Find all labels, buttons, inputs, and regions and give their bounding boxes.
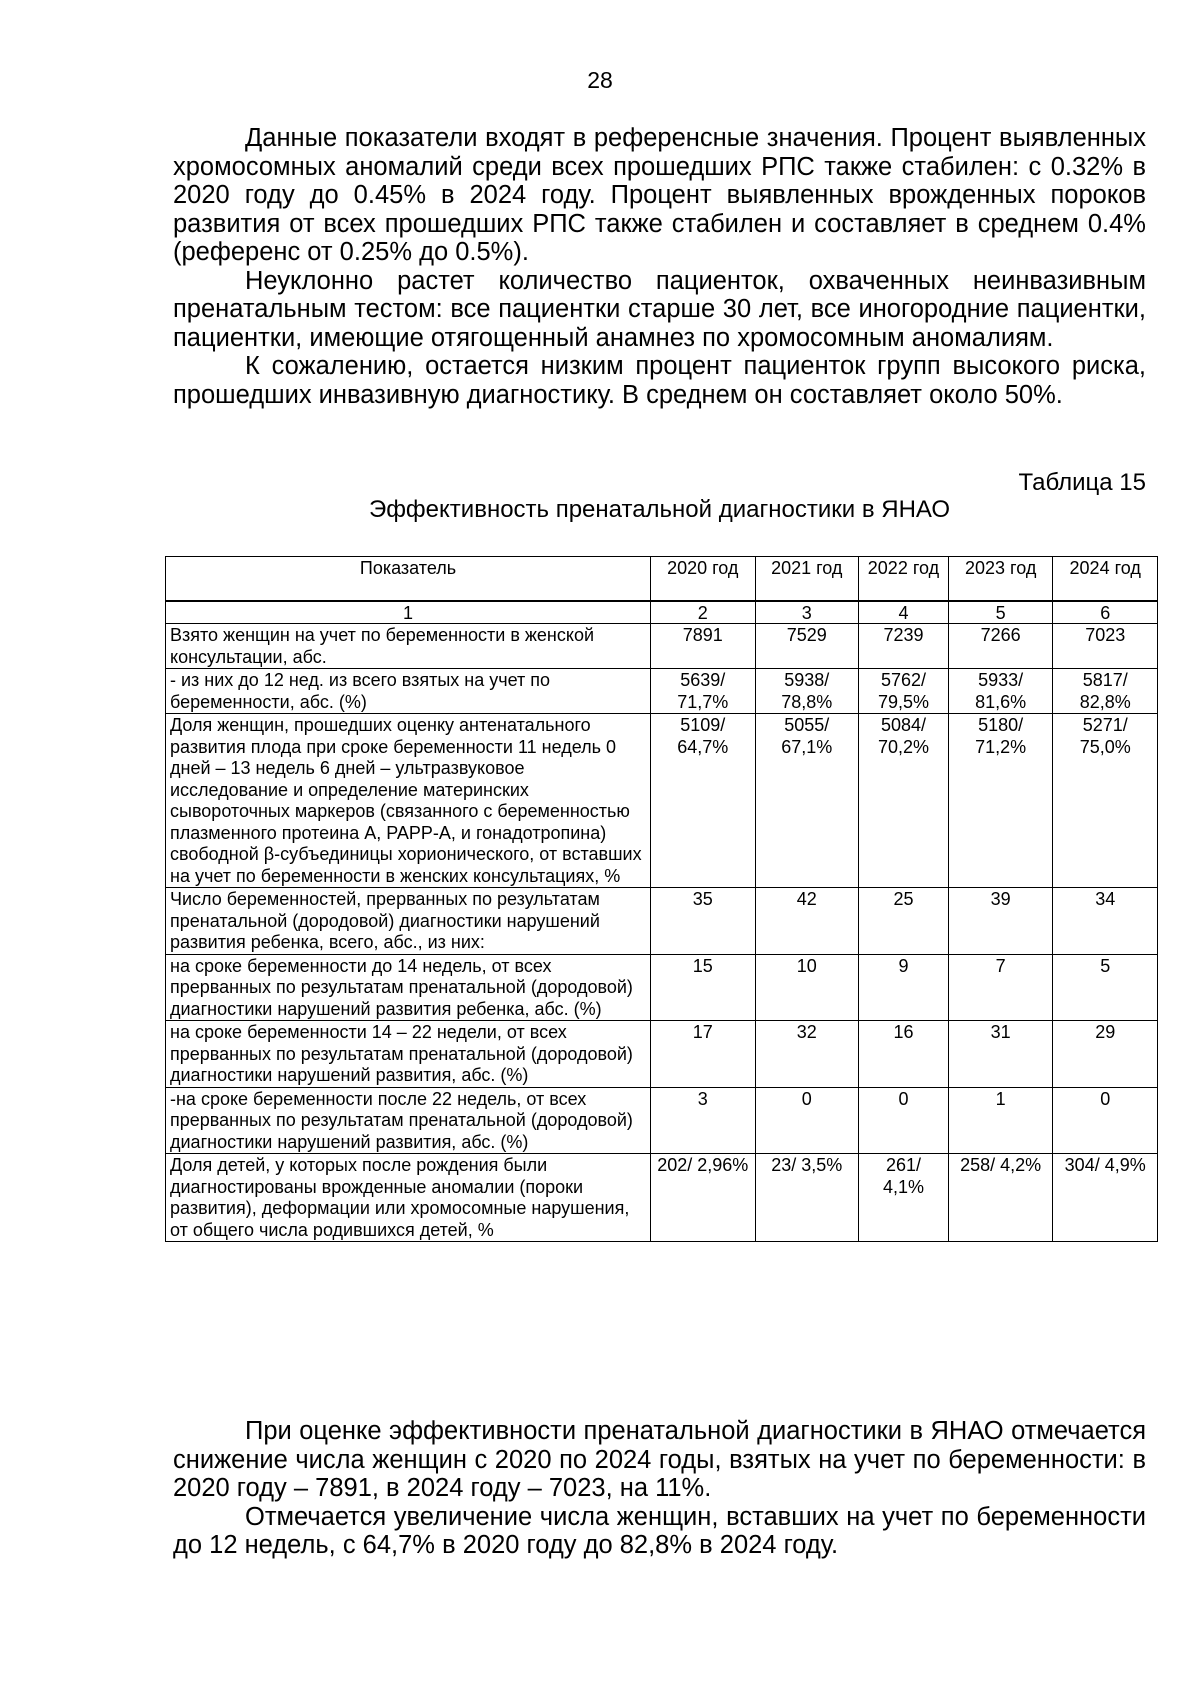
cell-value: 5762/ 79,5% [859,669,949,714]
cell-value: 0 [859,1087,949,1154]
body-text-top [173,124,1146,409]
row-label: -на сроке беременности после 22 недель, от всех прерванных по результатам пренатальной (дородовой) диагностики нарушений развития, абс. (%) [166,1087,651,1154]
cell-value: 7023 [1053,624,1158,669]
cell-value: 10 [755,954,858,1021]
page-number: 28 [587,67,613,93]
cell-value: 23/ 3,5% [755,1154,858,1242]
cell-value: 1 [948,1087,1053,1154]
row-label: - из них до 12 нед. из всего взятых на учет по беременности, абс. (%) [166,669,651,714]
column-header: 2022 год [859,557,949,602]
cell-value: 16 [859,1021,949,1088]
row-label: на сроке беременности 14 – 22 недели, от всех прерванных по результатам пренатальной (дородовой) диагностики нарушений развития, абс. (%) [166,1021,651,1088]
table-header-row [166,557,1158,602]
cell-value: 32 [755,1021,858,1088]
cell-value: 29 [1053,1021,1158,1088]
table-row [166,1021,1158,1088]
cell-value: 42 [755,888,858,955]
cell-value: 5084/ 70,2% [859,714,949,888]
cell-value: 35 [651,888,756,955]
column-header: Показатель [166,557,651,602]
table-row [166,954,1158,1021]
cell-value: 15 [651,954,756,1021]
row-label: Число беременностей, прерванных по результатам пренатальной (дородовой) диагностики нарушений развития ребенка, всего, абс., из них: [166,888,651,955]
body-text-bottom [173,1417,1146,1560]
cell-value: 31 [948,1021,1053,1088]
cell-value: 7529 [755,624,858,669]
row-label: на сроке беременности до 14 недель, от всех прерванных по результатам пренатальной (дородовой) диагностики нарушений развития ребенка, абс. (%) [166,954,651,1021]
paragraph: К сожалению, остается низким процент пациенток групп высокого риска, прошедших инвазивную диагностику. В среднем он составляет около 50%. [173,352,1146,409]
cell-value: 5055/ 67,1% [755,714,858,888]
cell-value: 7891 [651,624,756,669]
cell-value: 5271/ 75,0% [1053,714,1158,888]
paragraph: При оценке эффективности пренатальной диагностики в ЯНАО отмечается снижение числа женщин с 2020 по 2024 годы, взятых на учет по беременности: в 2020 году – 7891, в 2024 году – 7023, на 11%. [173,1417,1146,1502]
cell-value: 3 [651,1087,756,1154]
table-row [166,714,1158,888]
column-number: 2 [651,601,756,624]
row-label: Доля детей, у которых после рождения были диагностированы врожденные аномалии (пороки развития), деформации или хромосомные нарушения, от общего числа родившихся детей, % [166,1154,651,1242]
column-header: 2023 год [948,557,1053,602]
cell-value: 5933/ 81,6% [948,669,1053,714]
paragraph: Данные показатели входят в референсные значения. Процент выявленных хромосомных аномалий среди всех прошедших РПС также стабилен: с 0.32% в 2020 году до 0.45% в 2024 году. Процент выявленных врожденных пороков развития от всех прошедших РПС также стабилен и составляет в среднем 0.4% (референс от 0.25% до 0.5%). [173,124,1146,266]
column-number-row [166,601,1158,624]
paragraph: Неуклонно растет количество пациенток, охваченных неинвазивным пренатальным тестом: все пациентки старше 30 лет, все иногородние пациентки, пациентки, имеющие отягощенный анамнез по хромосомным аномалиям. [173,266,1146,352]
column-header: 2024 год [1053,557,1158,602]
table-title: Эффективность пренатальной диагностики в ЯНАО [368,496,951,523]
cell-value: 9 [859,954,949,1021]
column-number: 3 [755,601,858,624]
cell-value: 304/ 4,9% [1053,1154,1158,1242]
column-header: 2021 год [755,557,858,602]
cell-value: 5817/ 82,8% [1053,669,1158,714]
column-number: 4 [859,601,949,624]
cell-value: 5 [1053,954,1158,1021]
cell-value: 5639/ 71,7% [651,669,756,714]
cell-value: 7239 [859,624,949,669]
prenatal-diagnostics-table [165,556,1158,1242]
cell-value: 0 [1053,1087,1158,1154]
table-row [166,624,1158,669]
row-label: Доля женщин, прошедших оценку антенатального развития плода при сроке беременности 11 недель 0 дней – 13 недель 6 дней – ультразвуковое исследование и определение материнских сывороточных маркеров (связанного с беременностью плазменного протеина А, PAPP-A, и гонадотропина) свободной β-субъединицы хорионического, от вставших на учет по беременности в женских консультациях, % [166,714,651,888]
table-row [166,669,1158,714]
cell-value: 5938/ 78,8% [755,669,858,714]
cell-value: 202/ 2,96% [651,1154,756,1242]
table-caption: Таблица 15 [1018,469,1146,496]
table-row [166,888,1158,955]
cell-value: 258/ 4,2% [948,1154,1053,1242]
column-header: 2020 год [651,557,756,602]
cell-value: 39 [948,888,1053,955]
cell-value: 7 [948,954,1053,1021]
cell-value: 0 [755,1087,858,1154]
cell-value: 261/ 4,1% [859,1154,949,1242]
table-row [166,1087,1158,1154]
cell-value: 34 [1053,888,1158,955]
column-number: 5 [948,601,1053,624]
cell-value: 7266 [948,624,1053,669]
paragraph: Отмечается увеличение числа женщин, вставших на учет по беременности до 12 недель, с 64,7% в 2020 году до 82,8% в 2024 году. [173,1502,1146,1559]
cell-value: 17 [651,1021,756,1088]
row-label: Взято женщин на учет по беременности в женской консультации, абс. [166,624,651,669]
column-number: 1 [166,601,651,624]
column-number: 6 [1053,601,1158,624]
cell-value: 5109/ 64,7% [651,714,756,888]
cell-value: 5180/ 71,2% [948,714,1053,888]
cell-value: 25 [859,888,949,955]
table-row [166,1154,1158,1242]
